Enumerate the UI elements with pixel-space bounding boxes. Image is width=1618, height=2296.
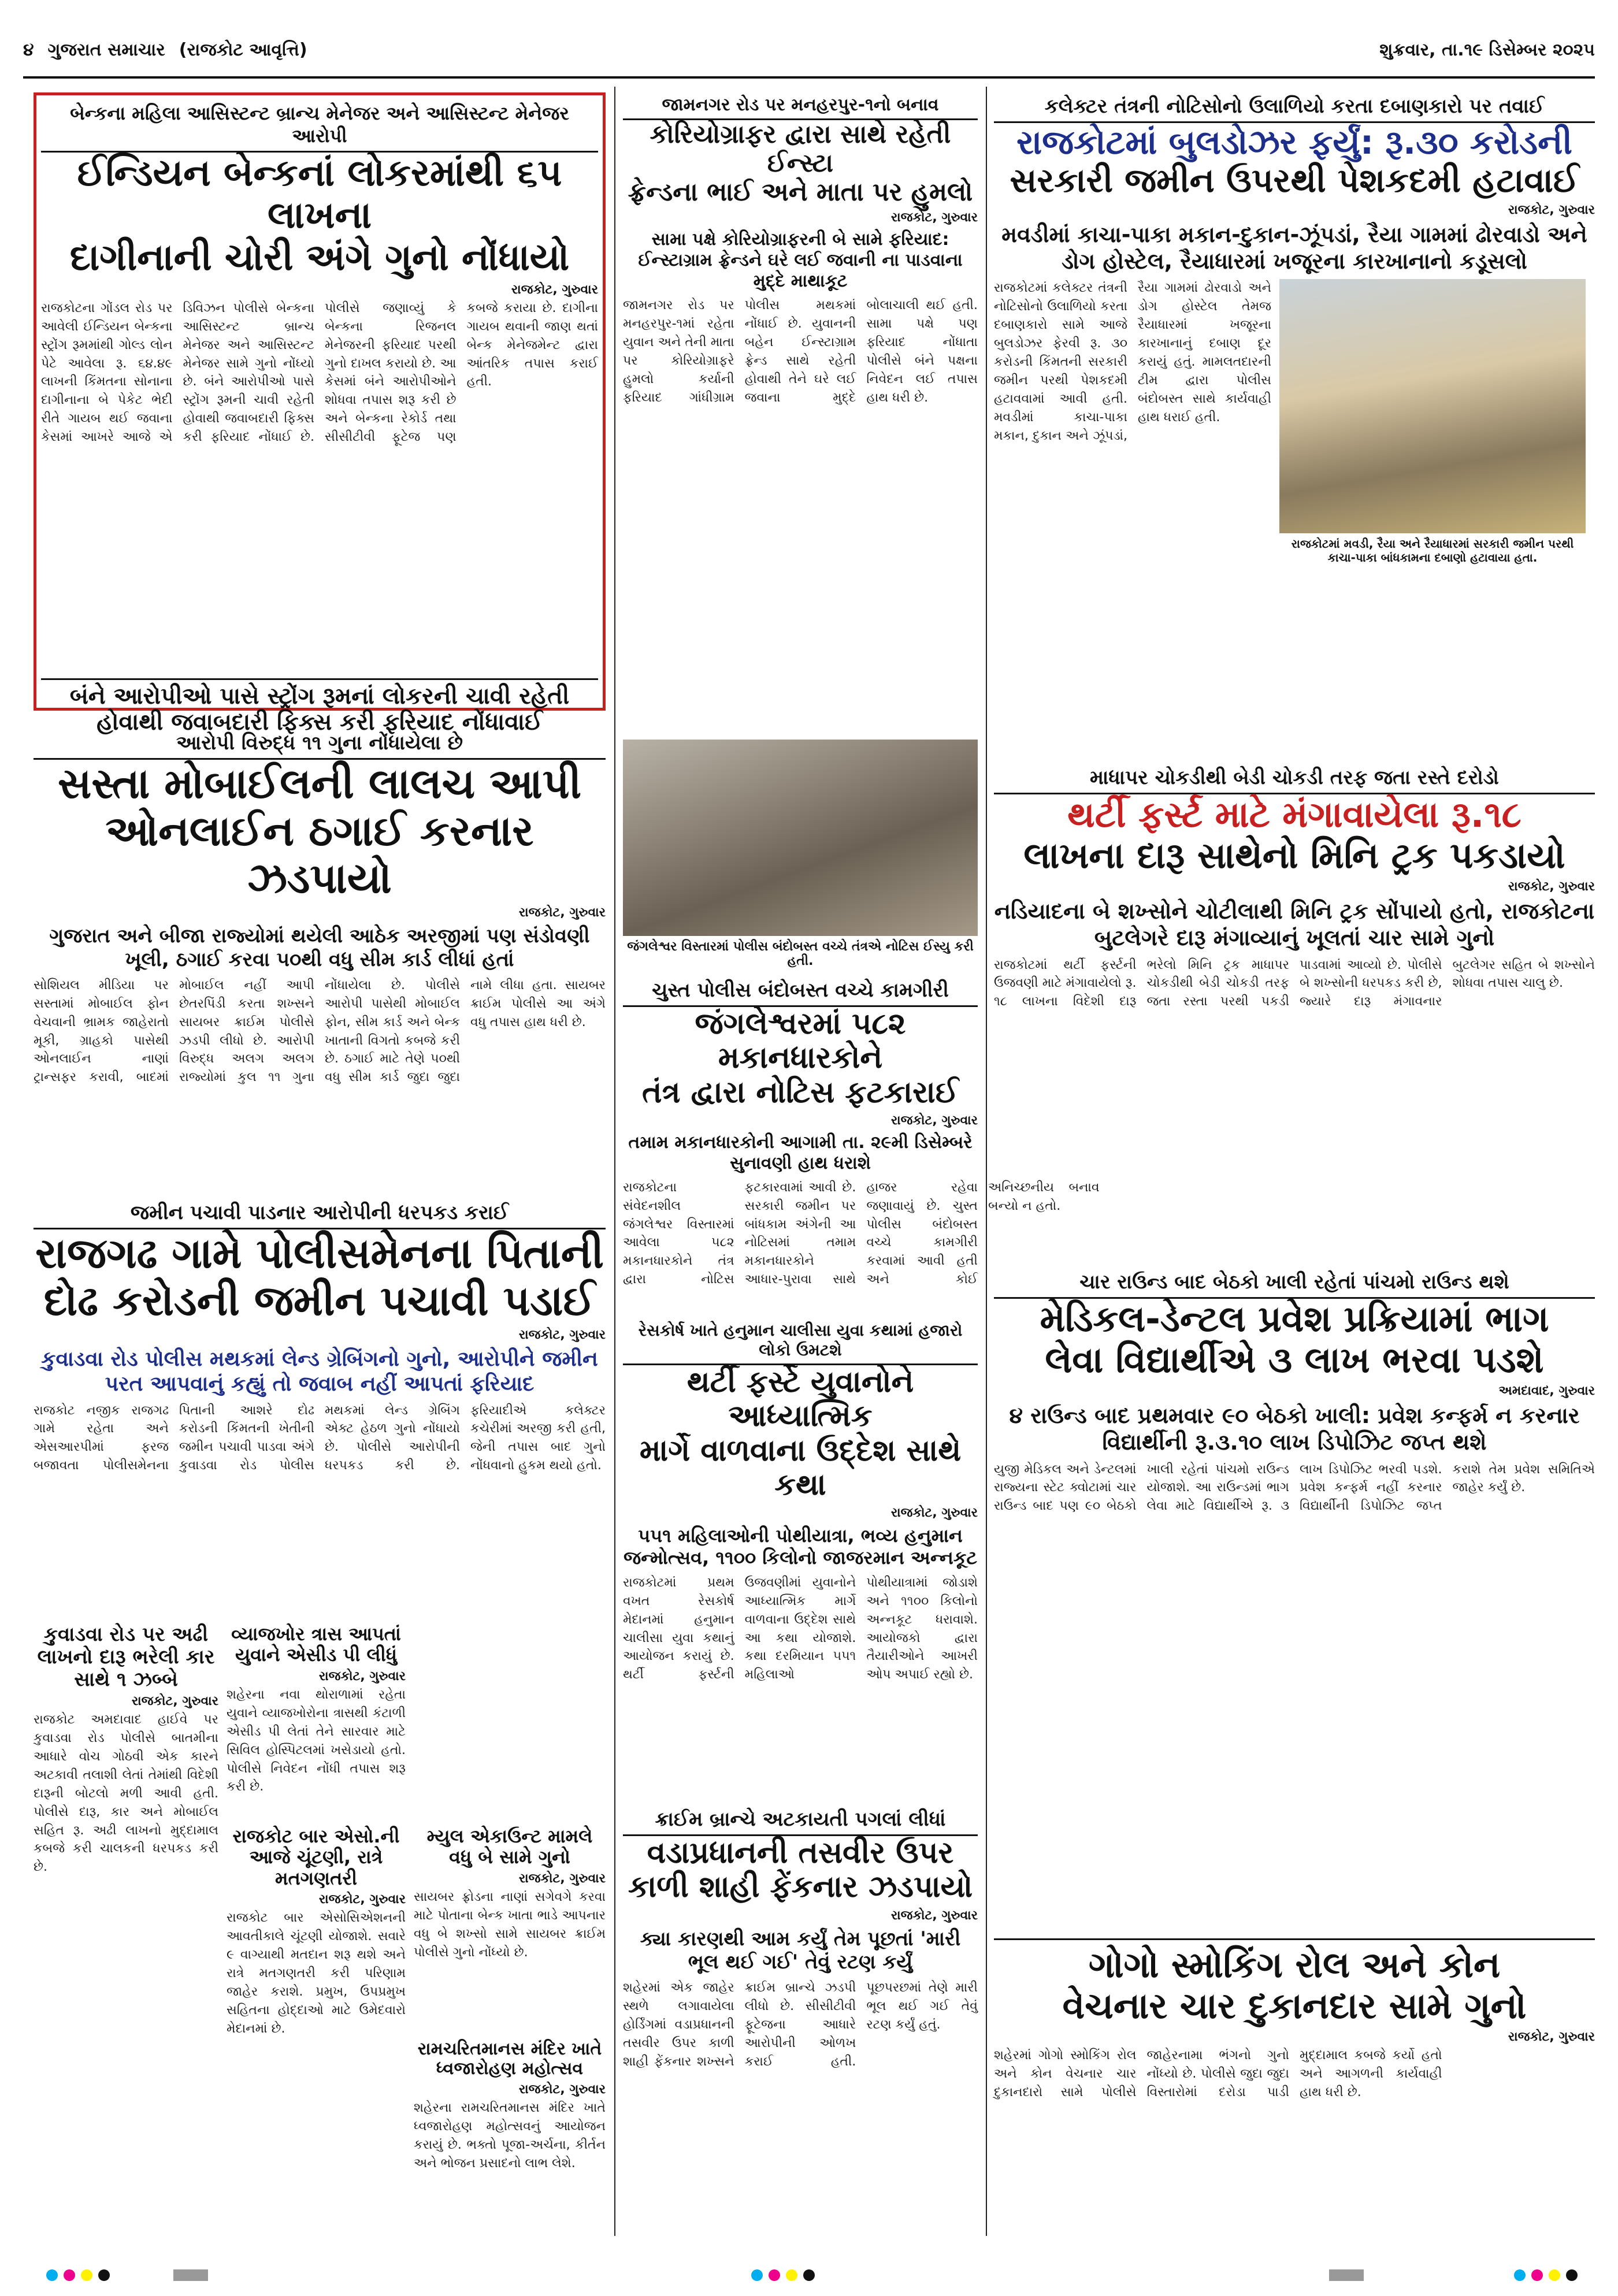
demolition-photo [1279, 279, 1586, 533]
article-body: સોશિયલ મીડિયા પર સસ્તામાં મોબાઈલ ફોન વેચવાની ભ્રામક જાહેરાતો મૂકી, ગ્રાહકો પાસેથી ઓનલાઈન નાણાં ટ્રાન્સફર કરાવી, બાદમાં મોબાઈલ નહીં આપી છેતરપિંડી કરતા શખ્સને સાયબર ક્રાઈમ પોલીસે ઝડપી લીધો છે. આરોપી વિરુદ્ધ અલગ અલગ રાજ્યોમાં કુલ ૧૧ ગુના નોંધાયેલા છે. પોલીસે આરોપી પાસેથી મોબાઈલ ફોન, સીમ કાર્ડ અને બેન્ક ખાતાની વિગતો કબજે કરી છે. ઠગાઈ માટે તેણે ૫૦થી વધુ સીમ કાર્ડ જુદા જુદા નામે લીધા હતા. સાયબર ક્રાઈમ પોલીસે આ અંગે વધુ તપાસ હાથ ધરી છે. [34, 978, 606, 1085]
dateline: રાજકોટ, ગુરુવાર [518, 905, 606, 920]
article-medical-admission [994, 1268, 1595, 1933]
article-bar-election [227, 1826, 406, 2242]
dateline: રાજકોટ, ગુરુવાર [518, 2082, 606, 2097]
registration-mark [46, 2269, 58, 2281]
photo-block [1279, 279, 1586, 568]
kicker: આરોપી વિરુદ્ધ ૧૧ ગુના નોંધાયેલા છે [34, 729, 606, 760]
headline: ઈન્ડિયન બેન્કનાં લોકરમાંથી ૬૫ લાખના [77, 152, 562, 237]
headline: જંગલેશ્વરમાં ૫૮૨ મકાનધારકોને [695, 1006, 906, 1076]
headline: મેડિકલ-ડેન્ટલ પ્રવેશ પ્રક્રિયામાં ભાગ [1040, 1298, 1549, 1340]
divider [994, 1938, 1595, 1940]
edition: (રાજકોટ આવૃત્તિ) [179, 39, 307, 60]
photo-block [623, 740, 978, 971]
headline: દાગીનાની ચોરી અંગે ગુનો નોંધાયો [69, 236, 570, 279]
subheadline: ૪ રાઉન્ડ બાદ પ્રથમવાર ૯૦ બેઠકો ખાલી: પ્રવેશ કન્ફર્મ ન કરનાર વિદ્યાર્થીની રૂ.૩.૧૦ લાખ ડિપોઝિટ જપ્ત થશે [1009, 1403, 1580, 1455]
article-body: રાજકોટના ગોંડલ રોડ પર આવેલી ઈન્ડિયન બેન્કના સ્ટ્રોંગ રૂમમાંથી ગોલ્ડ લોન પેટે આવેલા રૂ. ૬૪.૪૯ લાખની કિંમતના સોનાના દાગીનાના બે પેકેટ ભેદી રીતે ગાયબ થઈ જવાના કેસમાં આખરે આજે એ ડિવિઝન પોલીસે બેન્કના આસિસ્ટન્ટ બ્રાન્ચ મેનેજર અને આસિસ્ટન્ટ મેનેજર સામે ગુનો નોંધ્યો છે. બંને આરોપીઓ પાસે સ્ટ્રોંગ રૂમની ચાવી રહેતી હોવાથી જવાબદારી ફિક્સ કરી ફરિયાદ નોંધાઈ છે. પોલીસે જણાવ્યું કે બેન્કના રિજનલ મેનેજરની ફરિયાદ પરથી ગુનો દાખલ કરાયો છે. આ કેસમાં બંને આરોપીઓને શોધવા તપાસ શરૂ કરી છે અને બેન્કના રેકોર્ડ તથા સીસીટીવી ફૂટેજ પણ કબજે કરાયા છે. દાગીના ગાયબ થવાની જાણ થતાં બેન્ક મેનેજમેન્ટ દ્વારા આંતરિક તપાસ કરાઈ હતી. [41, 300, 598, 445]
headline: ફ્રેન્ડના ભાઈ અને માતા પર હુમલો [628, 177, 973, 207]
headline: ઓનલાઈન ઠગાઈ કરનાર ઝડપાયો [105, 807, 534, 903]
headline: વડાપ્રધાનની તસવીર ઉપર [647, 1836, 954, 1870]
article-usurer-acid [227, 1623, 406, 1820]
kicker: જમીન પચાવી પાડનાર આરોપીની ધરપકડ કરાઈ [34, 1199, 606, 1229]
dateline: રાજકોટ, ગુરુવાર [1508, 203, 1595, 218]
article-liquor-car [34, 1623, 218, 2247]
news-photo [623, 740, 978, 936]
article-choreographer-attack [623, 92, 978, 670]
color-bar [1329, 2269, 1364, 2281]
headline: લેવા વિદ્યાર્થીએ ૩ લાખ ભરવા પડશે [1045, 1338, 1544, 1381]
article-content-row [994, 279, 1595, 568]
dateline: રાજકોટ, ગુરુવાર [518, 1871, 606, 1886]
kicker: રેસકોર્ષ ખાતે હનુમાન ચાલીસા યુવા કથામાં હજારો લોકો ઉમટશે [623, 1318, 978, 1365]
article-ramcharitmanas [414, 2039, 606, 2242]
subheadline: સામા પક્ષે કોરિયોગ્રાફરની બે સામે ફરિયાદ: ઈન્સ્ટાગ્રામ ફ્રેન્ડને ઘરે લઈ જવાની ના પાડવાના મુદ્દે માથાકૂટ [638, 229, 963, 292]
article-mobile-fraud [34, 729, 606, 1191]
kicker: કલેક્ટર તંત્રની નોટિસોનો ઉલાળિયો કરતા દબાણકારો પર તવાઈ [994, 92, 1595, 123]
article-body: રાજકોટ અમદાવાદ હાઈવે પર કુવાડવા રોડ પોલીસે બાતમીના આધારે વોચ ગોઠવી એક કારને અટકાવી તલાશી લેતાં તેમાંથી વિદેશી દારૂની બોટલો મળી આવી હતી. પોલીસે દારૂ, કાર અને મોબાઈલ સહિત રૂ. અઢી લાખનો મુદ્દામાલ કબજે કરી ચાલકની ધરપકડ કરી છે. [34, 1712, 218, 1875]
headline: વેચનાર ચાર દુકાનદાર સામે ગુનો [1062, 1984, 1527, 2027]
headline: કોરિયોગ્રાફર દ્વારા સાથે રહેતી ઈન્સ્ટા [650, 120, 951, 179]
dateline: રાજકોટ, ગુરુવાર [1508, 879, 1595, 894]
highlight-box: બંને આરોપીઓ પાસે સ્ટ્રોંગ રૂમનાં લોકરની ચાવી રહેતી હોવાથી જવાબદારી ફિક્સ કરી ફરિયાદ નોંધાવાઈ [69, 682, 570, 736]
article-land-grab [34, 1199, 606, 1615]
subheadline: તમામ મકાનધારકોની આગામી તા. ૨૯મી ડિસેમ્બરે સુનાવણી હાથ ધરાશે [628, 1132, 973, 1173]
article-body: શહેરના નવા થોરાળામાં રહેતા યુવાને વ્યાજખોરોના ત્રાસથી કંટાળી એસીડ પી લેતાં તેને સારવાર માટે સિવિલ હોસ્પિટલમાં ખસેડાયો હતો. પોલીસે નિવેદન નોંધી તપાસ શરૂ કરી છે. [227, 1687, 406, 1795]
color-bar [173, 2269, 208, 2281]
subheadline: કુવાડવા રોડ પોલીસ મથકમાં લેન્ડ ગ્રેબિંગનો ગુનો, આરોપીને જમીન પરત આપવાનું કહ્યું તો જવાબ નહીં આપતાં ફરિયાદ [41, 1347, 598, 1396]
article-body: શહેરના રામચરિતમાનસ મંદિર ખાતે ધ્વજારોહણ મહોત્સવનું આયોજન કરાયું છે. ભક્તો પૂજા-અર્ચના, કીર્તન અને ભોજન પ્રસાદનો લાભ લેશે. [414, 2101, 606, 2171]
registration-mark [1549, 2269, 1560, 2281]
kicker: જામનગર રોડ પર મનહરપુર-૧નો બનાવ [623, 92, 978, 120]
headline: રાજગઢ ગામે પોલીસમેનના પિતાની [35, 1229, 604, 1277]
headline: મ્યુલ એકાઉન્ટ મામલે વધુ બે સામે ગુનો [426, 1825, 593, 1868]
kicker: ચાર રાઉન્ડ બાદ બેઠકો ખાલી રહેતાં પાંચમો રાઉન્ડ થશે [994, 1268, 1595, 1299]
headline: લાખના દારૂ સાથેનો મિનિ ટ્રક પકડાયો [1023, 834, 1565, 876]
paper-name: ગુજરાત સમાચાર [47, 39, 165, 60]
article-bulldozer-demolition [994, 92, 1595, 757]
registration-mark [1514, 2269, 1526, 2281]
dateline: અમદાવાદ, ગુરુવાર [1498, 1384, 1595, 1399]
subheadline: નડિયાદના બે શખ્સોને ચોટીલાથી મિનિ ટ્રક સોંપાયો હતો, રાજકોટના બુટલેગરે દારૂ મંગાવ્યાનું ખૂલતાં ચાર સામે ગુનો [994, 898, 1595, 950]
article-body: સાયબર ફ્રોડના નાણાં સગેવગે કરવા માટે પોતાના બેન્ક ખાતા ભાડે આપનાર વધુ બે શખ્સો સામે સાયબર ક્રાઈમ પોલીસે ગુનો નોંધ્યો છે. [414, 1889, 606, 1960]
headline: થર્ટી ફર્સ્ટે યુવાનોને આધ્યાત્મિક [686, 1365, 914, 1434]
subheadline: ક્યા કારણથી આમ કર્યું તેમ પૂછતાં 'મારી ભૂલ થઈ ગઈ' તેવું રટણ કર્યું [640, 1927, 961, 1974]
article-bank-locker-theft [34, 92, 606, 736]
column-rule [986, 87, 987, 2236]
headline: માર્ગે વાળવાના ઉદ્દેશ સાથે કથા [639, 1433, 962, 1502]
registration-mark [1531, 2269, 1543, 2281]
headline: કાળી શાહી ફેંકનાર ઝડપાયો [628, 1870, 973, 1905]
headline: રામચરિતમાનસ મંદિર ખાતે ધ્વજારોહણ મહોત્સવ [417, 2039, 602, 2079]
subheadline: ૫૫૧ મહિલાઓની પોથીયાત્રા, ભવ્ય હનુમાન જન્મોત્સવ, ૧૧૦૦ કિલોનો જાજરમાન અન્નકૂટ [623, 1525, 978, 1569]
headline: વ્યાજખોર ત્રાસ આપતાં યુવાને એસીડ પી લીધું [231, 1623, 401, 1666]
kicker: માધાપર ચોકડીથી બેડી ચોકડી તરફ જતા રસ્તે દરોડો [994, 764, 1595, 794]
headline: કુવાડવા રોડ પર અઢી લાખનો દારૂ ભરેલી કાર સાથે ૧ ઝબ્બે [37, 1623, 215, 1691]
registration-mark [769, 2269, 780, 2281]
headline: દોઢ કરોડની જમીન પચાવી પડાઈ [43, 1276, 596, 1325]
article-body: જામનગર રોડ પર મનહરપુર-૧માં રહેતા યુવાન અને તેની માતા પર કોરિયોગ્રાફરે હુમલો કર્યાની ફરિયાદ ગાંધીગ્રામ પોલીસ મથકમાં નોંધાઈ છે. યુવાનની બહેન ઈન્સ્ટાગ્રામ ફ્રેન્ડ સાથે રહેતી હોવાથી તેને ઘરે લઈ જવાના મુદ્દે બોલાચાલી થઈ હતી. સામા પક્ષે પણ ફરિયાદ નોંધાતા પોલીસે બંને પક્ષના નિવેદન લઈ તપાસ હાથ ધરી છે. [623, 298, 978, 405]
dateline: રાજકોટ, ગુરુવાર [518, 1328, 606, 1343]
article-liquor-mini-truck [994, 764, 1595, 1261]
article-body: રાજકોટમાં થર્ટી ફર્સ્ટની ઉજવણી માટે મંગાવાયેલો રૂ. ૧૮ લાખના વિદેશી દારૂ ભરેલો મિનિ ટ્રક માધાપર ચોકડીથી બેડી ચોકડી તરફ જતા રસ્તા પરથી પકડી પાડવામાં આવ્યો છે. પોલીસે બે શખ્સોની ધરપકડ કરી છે, જ્યારે દારૂ મંગાવનાર બુટલેગર સહિત બે શખ્સોને શોધવા તપાસ ચાલુ છે. [994, 957, 1595, 1009]
article-body: શહેરમાં ગોગો સ્મોકિંગ રોલ અને કોન વેચનાર ચાર દુકાનદારો સામે પોલીસે જાહેરનામા ભંગનો ગુનો નોંધ્યો છે. પોલીસે જુદા જુદા વિસ્તારોમાં દરોડા પાડી મુદ્દામાલ કબજે કર્યો હતો અને આગળની કાર્યવાહી હાથ ધરી છે. [994, 2048, 1442, 2100]
article-body: રાજકોટમાં કલેક્ટર તંત્રની નોટિસોનો ઉલાળિયો કરતા દબાણકારો સામે આજે બુલડોઝર ફેરવી રૂ. ૩૦ કરોડની કિંમતની સરકારી જમીન પરથી પેશકદમી હટાવવામાં આવી હતી. મવડીમાં કાચા-પાકા મકાન, દુકાન અને ઝૂંપડાં, રૈયા ગામમાં ઢોરવાડો અને ડોગ હોસ્ટેલ તેમજ રૈયાધારમાં ખજૂરના કારખાનાનું દબાણ દૂર કરાયું હતું. મામલતદારની ટીમ દ્વારા પોલીસ બંદોબસ્ત સાથે કાર્યવાહી હાથ ધરાઈ હતી. [994, 281, 1271, 443]
masthead-left [23, 40, 307, 60]
article-body: યુજી મેડિકલ અને ડેન્ટલમાં રાજ્યના સ્ટેટ ક્વોટામાં ચાર રાઉન્ડ બાદ પણ ૯૦ બેઠકો ખાલી રહેતાં પાંચમો રાઉન્ડ યોજાશે. આ રાઉન્ડમાં ભાગ લેવા માટે વિદ્યાર્થીએ રૂ. ૩ લાખ ડિપોઝિટ ભરવી પડશે. પ્રવેશ કન્ફર્મ નહીં કરનાર વિદ્યાર્થીની ડિપોઝિટ જપ્ત કરાશે તેમ પ્રવેશ સમિતિએ જાહેર કર્યું છે. [994, 1462, 1595, 1514]
registration-mark [786, 2269, 797, 2281]
headline: થર્ટી ફર્સ્ટ માટે મંગાવાયેલા રૂ.૧૮ [1067, 793, 1521, 835]
registration-mark [1566, 2269, 1578, 2281]
article-hanuman-chalisa [623, 1318, 978, 1798]
photo-caption: જંગલેશ્વર વિસ્તારમાં પોલીસ બંદોબસ્ત વચ્ચે તંત્રએ નોટિસ ઈસ્યુ કરી હતી. [627, 939, 974, 968]
registration-mark [98, 2269, 110, 2281]
page-number: ૪ [23, 39, 34, 60]
kicker: ચુસ્ત પોલીસ બંદોબસ્ત વચ્ચે કામગીરી [623, 976, 978, 1007]
article-ink-on-pm-photo [623, 1805, 978, 2245]
article-body: રાજકોટમાં પ્રથમ વખત રેસકોર્ષ મેદાનમાં હનુમાન ચાલીસા યુવા કથાનું આયોજન કરાયું છે. થર્ટી ફર્સ્ટની ઉજવણીમાં યુવાનોને આધ્યાત્મિક માર્ગે વાળવાના ઉદ્દેશ સાથે આ કથા યોજાશે. કથા દરમિયાન ૫૫૧ મહિલાઓ પોથીયાત્રામાં જોડાશે અને ૧૧૦૦ કિલોનો અન્નકૂટ ધરાવાશે. આયોજકો દ્વારા તૈયારીઓને આખરી ઓપ અપાઈ રહ્યો છે. [623, 1575, 978, 1682]
article-jungleshwar-notice [623, 976, 1100, 1312]
masthead [23, 23, 1595, 79]
registration-mark [751, 2269, 763, 2281]
headline: રાજકોટ બાર એસો.ની આજે ચૂંટણી, રાત્રે મતગણતરી [232, 1825, 400, 1889]
dateline: રાજકોટ, ગુરુવાર [131, 1694, 218, 1709]
column-rule [614, 87, 615, 2236]
kicker: ક્રાઈમ બ્રાન્ચે અટકાયતી પગલાં લીધાં [623, 1805, 978, 1836]
registration-mark [81, 2269, 92, 2281]
article-body: શહેરમાં એક જાહેર સ્થળે લગાવાયેલા હોર્ડિંગમાં વડાપ્રધાનની તસવીર ઉપર કાળી શાહી ફેંકનાર શખ્સને ક્રાઈમ બ્રાન્ચે ઝડપી લીધો છે. સીસીટીવી ફૂટેજના આધારે આરોપીની ઓળખ કરાઈ હતી. પૂછપરછમાં તેણે મારી ભૂલ થઈ ગઈ તેવું રટણ કર્યું હતું. [623, 1981, 978, 2069]
article-body: રાજકોટ નજીક રાજગઢ ગામે રહેતા અને એસઆરપીમાં ફરજ બજાવતા પોલીસમેનના પિતાની આશરે દોઢ કરોડની કિંમતની ખેતીની જમીન પચાવી પાડવા અંગે કુવાડવા રોડ પોલીસ મથકમાં લેન્ડ ગ્રેબિંગ એક્ટ હેઠળ ગુનો નોંધાયો છે. પોલીસે આરોપીની ધરપકડ કરી છે. ફરિયાદીએ કલેક્ટર કચેરીમાં અરજી કરી હતી, જેની તપાસ બાદ ગુનો નોંધવાનો હુકમ થયો હતો. [34, 1403, 606, 1473]
article-frame [34, 92, 606, 736]
dateline: રાજકોટ, ગુરુવાર [1508, 2030, 1595, 2045]
dateline: રાજકોટ, ગુરુવાર [318, 1892, 406, 1907]
divider [41, 678, 598, 680]
dateline: રાજકોટ, ગુરુવાર [511, 282, 598, 297]
article-body: રાજકોટના સંવેદનશીલ જંગલેશ્વર વિસ્તારમાં આવેલા ૫૮૨ મકાનધારકોને તંત્ર દ્વારા નોટિસ ફટકારવામાં આવી છે. સરકારી જમીન પર બાંધકામ અંગેની આ નોટિસમાં તમામ મકાનધારકોને આધાર-પુરાવા સાથે હાજર રહેવા જણાવાયું છે. ચુસ્ત પોલીસ બંદોબસ્ત વચ્ચે કામગીરી કરવામાં આવી હતી અને કોઈ અનિચ્છનીય બનાવ બન્યો ન હતો. [623, 1180, 1100, 1287]
issue-date: શુક્રવાર, તા.૧૯ ડિસેમ્બર ૨૦૨૫ [1379, 39, 1595, 60]
photo-caption: રાજકોટમાં મવડી, રૈયા અને રૈયાધારમાં સરકારી જમીન પરથી કાચા-પાકા બાંધકામના દબાણો હટાવાયા હતા. [1291, 537, 1574, 565]
registration-mark [64, 2269, 75, 2281]
kicker: બેન્કના મહિલા આસિસ્ટન્ટ બ્રાન્ચ મેનેજર અને આસિસ્ટન્ટ મેનેજર આરોપી [41, 100, 598, 153]
headline: તંત્ર દ્વારા નોટિસ ફટકારાઈ [642, 1075, 959, 1110]
dateline: રાજકોટ, ગુરુવાર [890, 210, 978, 225]
dateline: રાજકોટ, ગુરુવાર [890, 1908, 978, 1923]
headline: સસ્તા મોબાઈલની લાલચ આપી [57, 759, 582, 808]
dateline: રાજકોટ, ગુરુવાર [890, 1506, 978, 1521]
article-gogo-smoking-roll [994, 1938, 1595, 2245]
subheadline: મવડીમાં કાચા-પાકા મકાન-દુકાન-ઝૂંપડાં, રૈયા ગામમાં ઢોરવાડો અને ડોગ હોસ્ટેલ, રૈયાધારમાં ખજૂરના કારખાનાનો કડૂસલો [1001, 222, 1587, 274]
headline: ગોગો સ્મોકિંગ રોલ અને કોન [1088, 1944, 1501, 1986]
dateline: રાજકોટ, ગુરુવાર [890, 1113, 978, 1128]
subheadline: ગુજરાત અને બીજા રાજ્યોમાં થયેલી આઠેક અરજીમાં પણ સંડોવણી ખૂલી, ઠગાઈ કરવા ૫૦થી વધુ સીમ કાર્ડ લીધાં હતાં [49, 924, 590, 972]
headline: રાજકોટમાં બુલડોઝર ફર્યું: રૂ.૩૦ કરોડની [1016, 122, 1572, 162]
registration-mark [803, 2269, 815, 2281]
article-body: રાજકોટ બાર એસોસિએશનની આવતીકાલે ચૂંટણી યોજાશે. સવારે ૯ વાગ્યાથી મતદાન શરૂ થશે અને રાત્રે મતગણતરી કરી પરિણામ જાહેર કરાશે. પ્રમુખ, ઉપપ્રમુખ સહિતના હોદ્દાઓ માટે ઉમેદવારો મેદાનમાં છે. [227, 1911, 406, 2036]
dateline: રાજકોટ, ગુરુવાર [318, 1669, 406, 1684]
headline: સરકારી જમીન ઉપરથી પેશકદમી હટાવાઈ [1010, 161, 1579, 200]
article-mule-account [414, 1826, 606, 2034]
